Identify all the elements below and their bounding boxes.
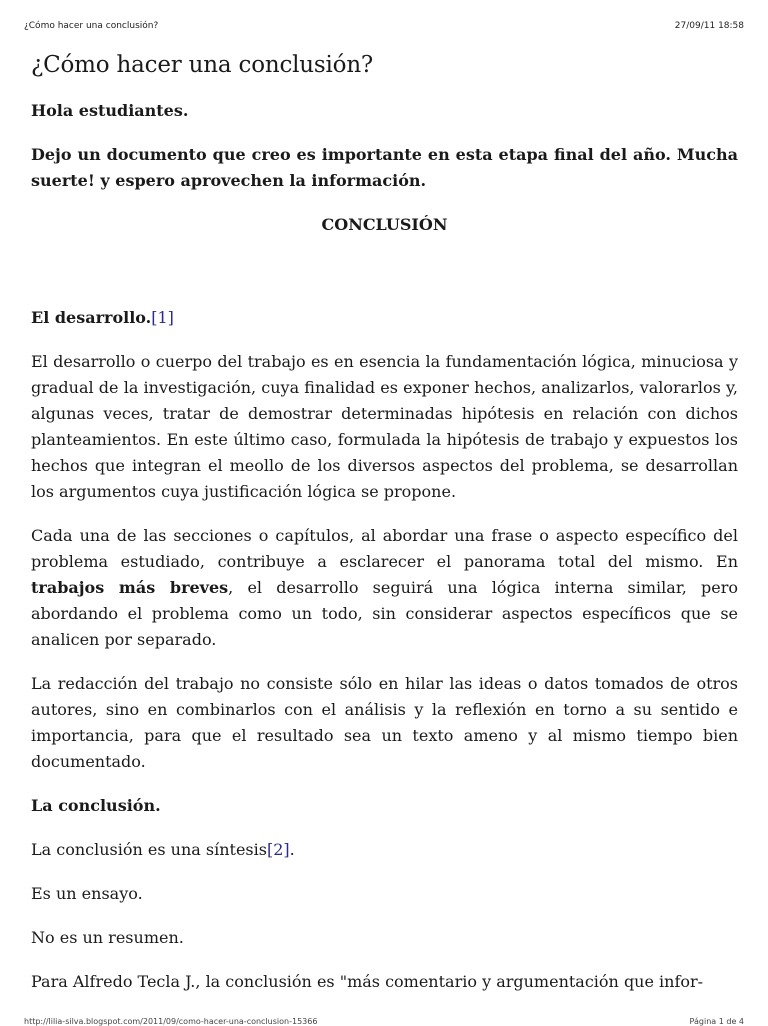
section-heading: CONCLUSIÓN xyxy=(321,215,448,234)
header-datetime: 27/09/11 18:58 xyxy=(674,21,744,31)
paragraph-text: , el desarrollo seguirá una lógica interna similar, pero abordando el problema como un todo, sin considerar aspectos específicos que se analicen por separado. xyxy=(31,578,738,649)
bold-phrase: trabajos más breves xyxy=(31,578,229,597)
conclusion-paragraph-3: No es un resumen. xyxy=(31,928,184,947)
spacer xyxy=(31,256,738,305)
development-heading xyxy=(31,305,738,331)
development-paragraph-3: La redacción del trabajo no consiste sólo en hilar las ideas o datos tomados de otros autores, sino en combinarlos con el análisis y la reflexión en torno a su sentido e importancia, para que el resultado sea un texto ameno y al mismo tiempo bien documentado. xyxy=(31,674,738,771)
intro-paragraph: Dejo un documento que creo es importante en esta etapa final del año. Mucha suerte! y espero aprovechen la información. xyxy=(31,145,738,190)
development-heading-text: El desarrollo. xyxy=(31,308,152,327)
conclusion-paragraph-4: Para Alfredo Tecla J., la conclusión es "más comentario y argumentación que infor- xyxy=(31,972,704,991)
conclusion-heading: La conclusión. xyxy=(31,796,161,815)
paragraph-text: . xyxy=(289,840,295,859)
page-header xyxy=(24,21,744,31)
paragraph-text: Cada una de las secciones o capítulos, al abordar una frase o aspecto específico del problema estudiado, contribuye a esclarecer el panorama total del mismo. En xyxy=(31,526,738,571)
development-paragraph-1: El desarrollo o cuerpo del trabajo es en esencia la fundamentación lógica, minuciosa y gradual de la investigación, cuya finalidad es exponer hechos, analizarlos, valorarlos y, algunas veces, tratar de demostrar determinadas hipótesis en relación con dichos planteamientos. En este último caso, formulada la hipótesis de trabajo y expuestos los hechos que integran el meollo de los diversos aspectos del problema, se desarrollan los argumentos cuya justificación lógica se propone. xyxy=(31,352,738,501)
document-body xyxy=(31,52,738,1013)
footnote-link-1[interactable]: [1] xyxy=(151,308,174,327)
page-title: ¿Cómo hacer una conclusión? xyxy=(31,52,374,78)
conclusion-paragraph-1 xyxy=(31,837,738,863)
header-doc-title: ¿Cómo hacer una conclusión? xyxy=(24,21,159,31)
page-footer xyxy=(24,1017,744,1026)
paragraph-text: La conclusión es una síntesis xyxy=(31,840,267,859)
development-paragraph-2 xyxy=(31,523,738,653)
footnote-link-2[interactable]: [2] xyxy=(266,840,290,859)
conclusion-paragraph-2: Es un ensayo. xyxy=(31,884,143,903)
greeting: Hola estudiantes. xyxy=(31,101,189,120)
footer-url: http://lilia-silva.blogspot.com/2011/09/como-hacer-una-conclusion-15366 xyxy=(24,1017,318,1026)
footer-page-number: Página 1 de 4 xyxy=(689,1017,744,1026)
